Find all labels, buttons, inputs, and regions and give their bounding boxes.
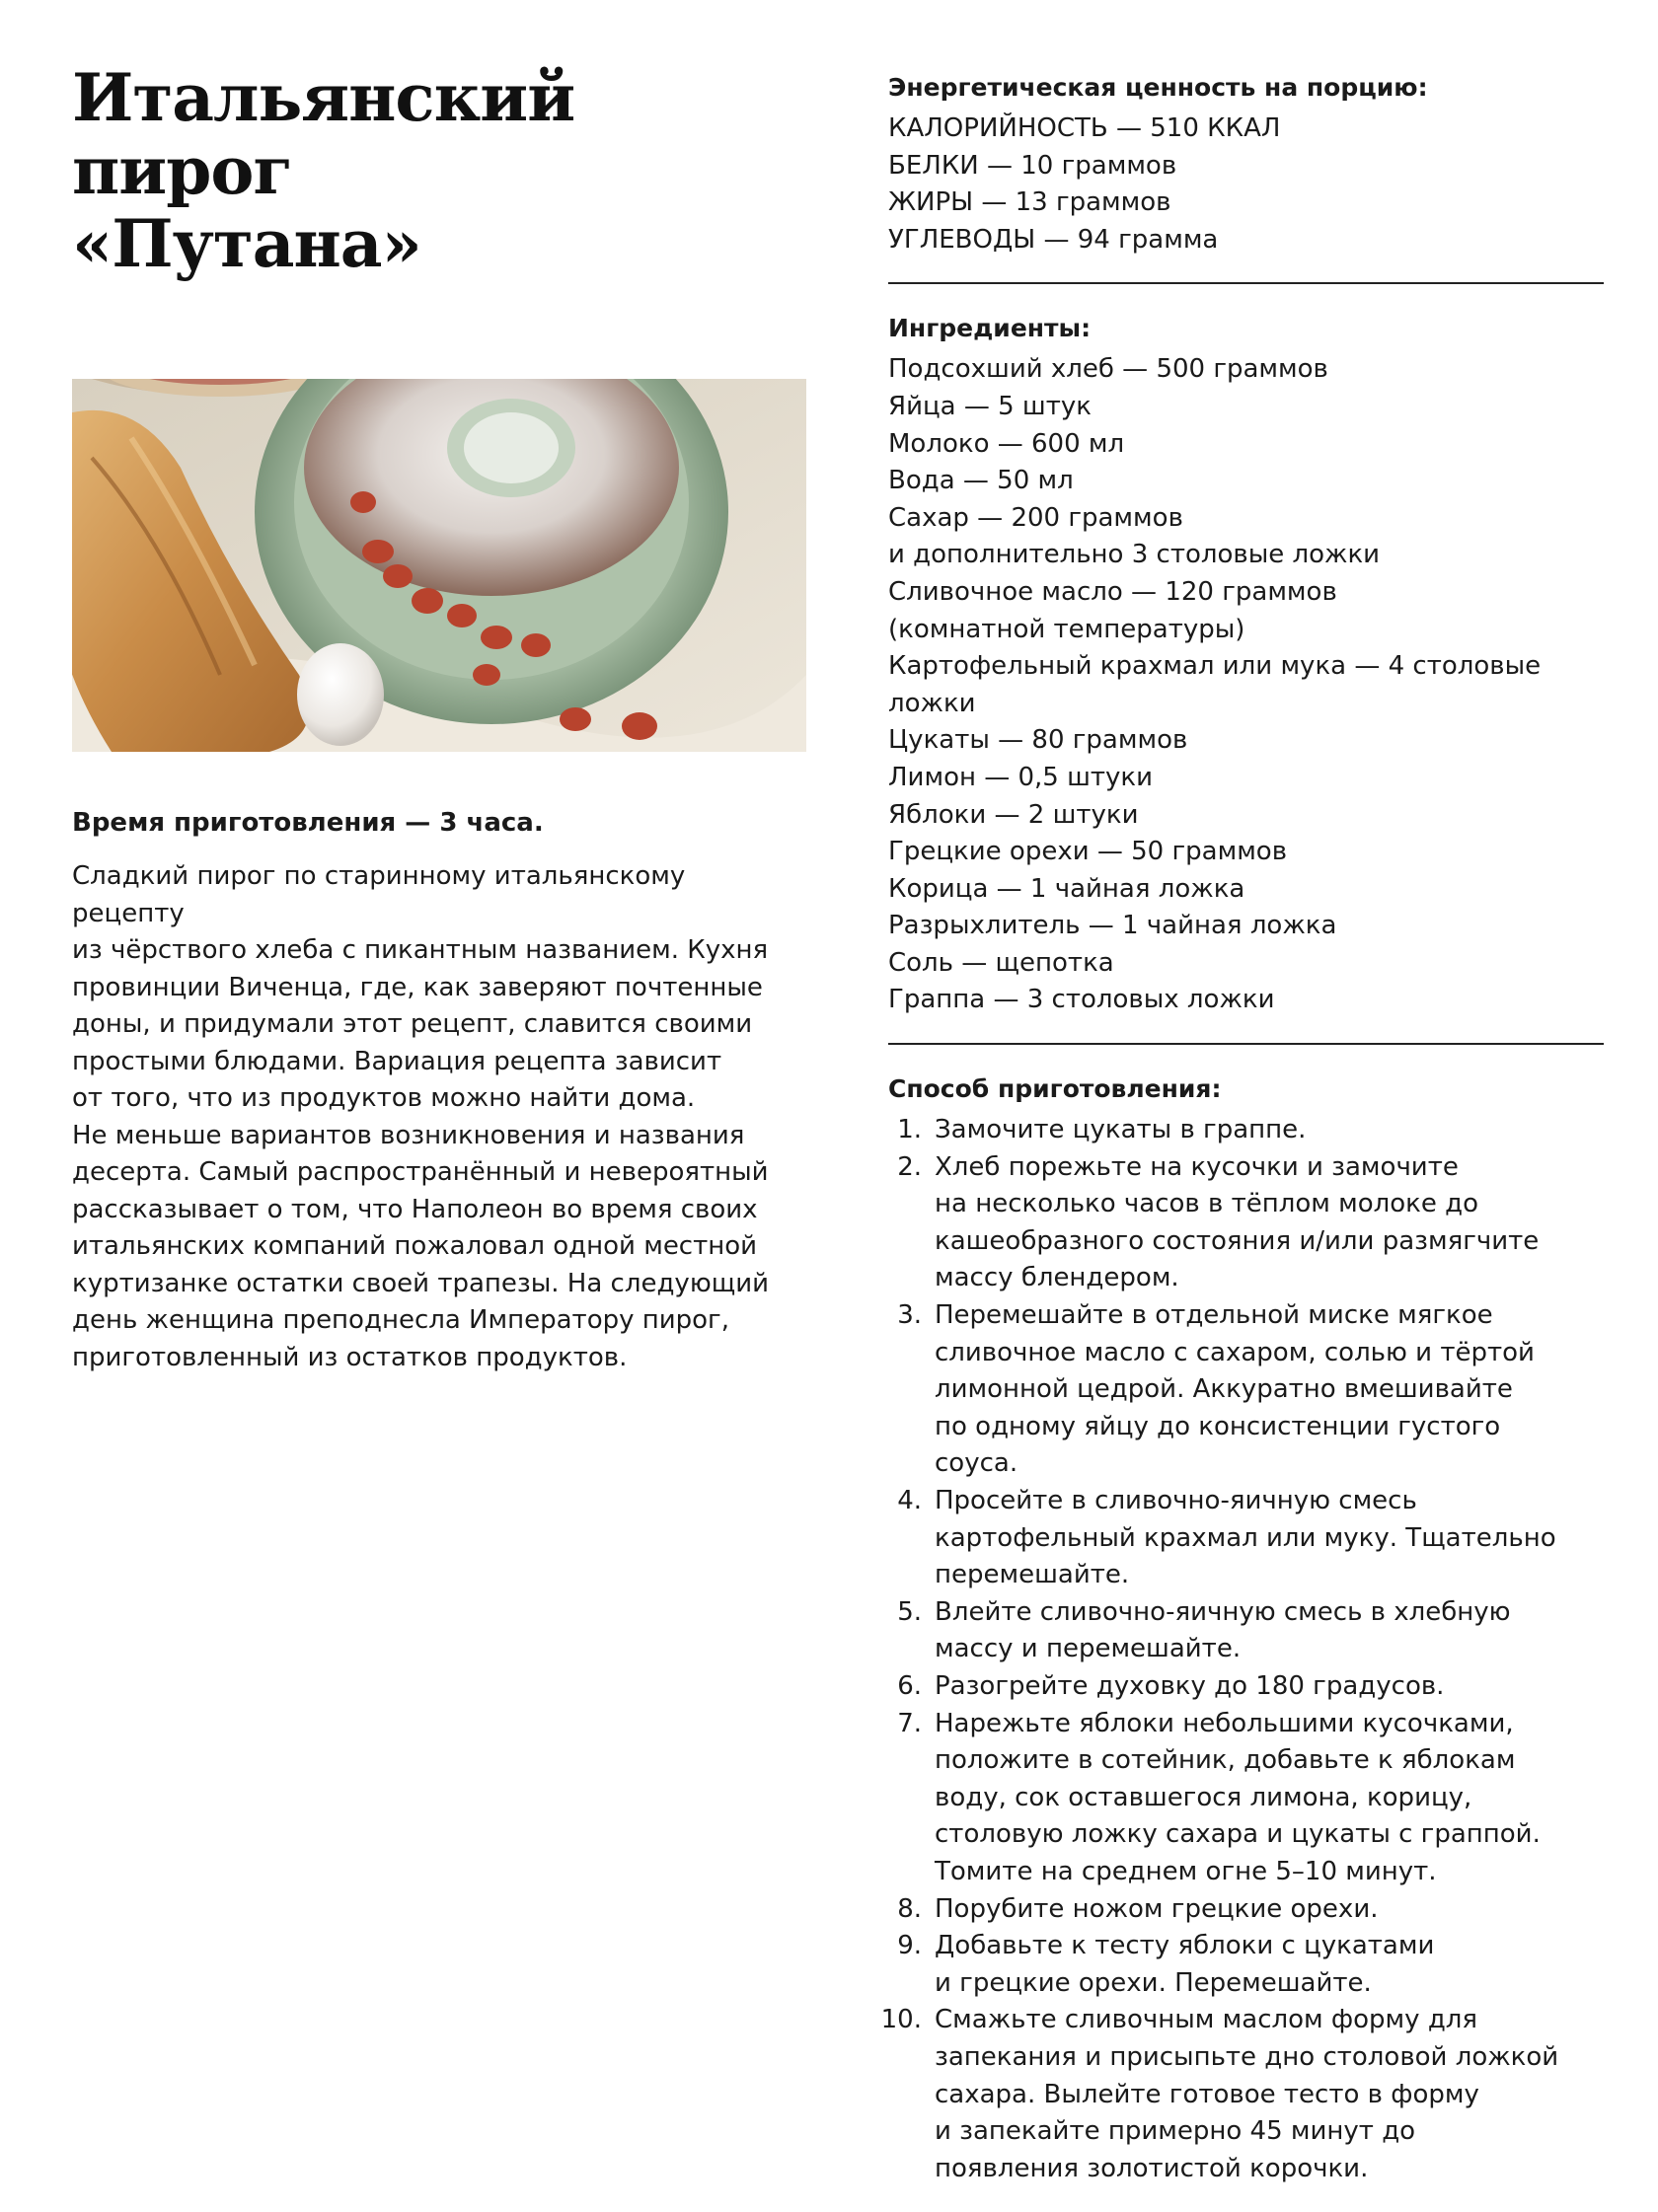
- step-line: Перемешайте в отдельной миске мягкое: [935, 1300, 1493, 1331]
- nutrition-heading: Энергетическая ценность на порцию:: [888, 73, 1428, 102]
- ingredient-item: Яйца — 5 штук: [888, 391, 1092, 421]
- recipe-title: [72, 61, 802, 280]
- description-paragraph: [72, 858, 802, 1376]
- step-number: 1.: [897, 1115, 922, 1145]
- step-number: 6.: [897, 1670, 922, 1701]
- nutrition-section: [888, 71, 1609, 258]
- step-line: перемешайте.: [935, 1560, 1130, 1590]
- ingredient-item: Разрыхлитель — 1 чайная ложка: [888, 911, 1337, 941]
- step-line: картофельный крахмал или муку. Тщательно: [935, 1522, 1556, 1553]
- step-line: и грецкие орехи. Перемешайте.: [935, 1967, 1372, 1998]
- step-line: Порубите ножом грецкие орехи.: [935, 1893, 1379, 1924]
- step-number: 3.: [897, 1300, 922, 1331]
- ingredient-item: Яблоки — 2 штуки: [888, 799, 1139, 830]
- ingredient-item: Сливочное масло — 120 граммов: [888, 576, 1337, 607]
- step-number: 10.: [880, 2005, 922, 2035]
- method-step: [888, 1483, 1609, 1594]
- step-number: 7.: [897, 1708, 922, 1738]
- step-line: появления золотистой корочки.: [935, 2153, 1369, 2183]
- method-step: [888, 1928, 1609, 2002]
- step-number: 2.: [897, 1151, 922, 1182]
- step-line: массу и перемешайте.: [935, 1634, 1242, 1664]
- step-line: Разогрейте духовку до 180 градусов.: [935, 1670, 1445, 1701]
- cake-photo-illustration: [72, 379, 806, 752]
- step-line: Смажьте сливочным маслом форму для: [935, 2005, 1478, 2035]
- step-line: кашеобразного состояния и/или размягчите: [935, 1225, 1540, 1256]
- ingredient-item: Подсохший хлеб — 500 граммов: [888, 354, 1328, 385]
- nutrition-item: БЕЛКИ — 10 граммов: [888, 150, 1177, 181]
- ingredient-item: и дополнительно 3 столовые ложки: [888, 540, 1381, 570]
- step-line: соуса.: [935, 1448, 1018, 1479]
- ingredient-item: (комнатной температуры): [888, 614, 1245, 644]
- desc-line: доны, и придумали этот рецепт, славится своими: [72, 1009, 753, 1039]
- step-number: 5.: [897, 1596, 922, 1627]
- step-line: воду, сок оставшегося лимона, корицу,: [935, 1782, 1472, 1812]
- step-line: Просейте в сливочно-яичную смесь: [935, 1486, 1417, 1515]
- method-step: [888, 1706, 1609, 1891]
- desc-line: рассказывает о том, что Наполеон во время своих: [72, 1194, 758, 1224]
- method-step: [888, 1594, 1609, 1668]
- step-line: запекания и присыпьте дно столовой ложкой: [935, 2041, 1559, 2072]
- desc-line: простыми блюдами. Вариация рецепта зависит: [72, 1046, 722, 1076]
- step-line: по одному яйцу до консистенции густого: [935, 1411, 1501, 1441]
- recipe-description: [72, 858, 802, 1376]
- step-number: 8.: [897, 1893, 922, 1924]
- desc-line: Сладкий пирог по старинному итальянскому рецепту: [72, 861, 686, 928]
- method-step: [888, 1297, 1609, 1483]
- ingredient-item: Картофельный крахмал или мука — 4 столовые ложки: [888, 651, 1542, 718]
- ingredient-item: Лимон — 0,5 штуки: [888, 762, 1154, 792]
- method-heading: Способ приготовления:: [888, 1074, 1222, 1104]
- section-divider: [888, 1043, 1604, 1045]
- desc-line: Не меньше вариантов возникновения и названия: [72, 1120, 745, 1150]
- desc-line: куртизанке остатки своей трапезы. На следующий: [72, 1268, 769, 1298]
- ingredient-item: Цукаты — 80 граммов: [888, 725, 1188, 756]
- ingredient-item: Граппа — 3 столовых ложки: [888, 985, 1275, 1015]
- cook-time: Время приготовления — 3 часа.: [72, 808, 544, 838]
- step-line: сливочное масло с сахаром, солью и тёртой: [935, 1337, 1535, 1367]
- title-line-2: «Путана»: [72, 205, 421, 282]
- step-number: 9.: [897, 1931, 922, 1961]
- step-line: столовую ложку сахара и цукаты с граппой.: [935, 1819, 1541, 1850]
- method-step: [888, 1668, 1609, 1706]
- step-line: Нарежьте яблоки небольшими кусочками,: [935, 1708, 1514, 1738]
- ingredient-item: Соль — щепотка: [888, 947, 1114, 978]
- method-section: [880, 1072, 1609, 2187]
- step-line: Добавьте к тесту яблоки с цукатами: [935, 1931, 1435, 1961]
- nutrition-item: ЖИРЫ — 13 граммов: [888, 187, 1171, 218]
- method-steps-list: [880, 1112, 1609, 2187]
- nutrition-item: УГЛЕВОДЫ — 94 грамма: [888, 224, 1219, 255]
- step-line: положите в сотейник, добавьте к яблокам: [935, 1745, 1516, 1776]
- step-line: Томите на среднем огне 5–10 минут.: [935, 1856, 1437, 1886]
- step-line: на несколько часов в тёплом молоке до: [935, 1189, 1479, 1219]
- recipe-photo: [72, 379, 806, 752]
- step-number: 4.: [897, 1486, 922, 1515]
- desc-line: от того, что из продуктов можно найти дома.: [72, 1083, 696, 1113]
- step-line: Замочите цукаты в граппе.: [935, 1115, 1307, 1145]
- step-line: Хлеб порежьте на кусочки и замочите: [935, 1151, 1459, 1182]
- ingredient-item: Молоко — 600 мл: [888, 428, 1125, 459]
- method-step: [880, 2002, 1609, 2187]
- method-step: [888, 1112, 1609, 1149]
- title-line-1: Итальянский пирог: [72, 59, 575, 209]
- ingredient-item: Вода — 50 мл: [888, 466, 1074, 496]
- ingredient-item: Сахар — 200 граммов: [888, 502, 1183, 533]
- step-line: массу блендером.: [935, 1263, 1179, 1293]
- left-column: [72, 61, 802, 1376]
- right-column: [880, 71, 1609, 2187]
- desc-line: из чёрствого хлеба с пикантным названием. Кухня: [72, 935, 769, 965]
- ingredient-item: Корица — 1 чайная ложка: [888, 873, 1245, 904]
- step-line: и запекайте примерно 45 минут до: [935, 2116, 1416, 2147]
- desc-line: день женщина преподнесла Императору пирог,: [72, 1305, 729, 1335]
- ingredients-section: [888, 312, 1609, 1019]
- step-line: лимонной цедрой. Аккуратно вмешивайте: [935, 1374, 1513, 1405]
- step-line: Влейте сливочно-яичную смесь в хлебную: [935, 1596, 1511, 1627]
- desc-line: провинции Виченца, где, как заверяют почтенные: [72, 972, 763, 1002]
- desc-line: итальянских компаний пожаловал одной местной: [72, 1231, 758, 1261]
- method-step: [888, 1891, 1609, 1929]
- method-step: [888, 1149, 1609, 1297]
- nutrition-item: КАЛОРИЙНОСТЬ — 510 ККАЛ: [888, 113, 1281, 143]
- section-divider: [888, 282, 1604, 284]
- ingredients-heading: Ингредиенты:: [888, 314, 1092, 343]
- step-line: сахара. Вылейте готовое тесто в форму: [935, 2079, 1479, 2109]
- ingredient-item: Грецкие орехи — 50 граммов: [888, 837, 1288, 867]
- desc-line: приготовленный из остатков продуктов.: [72, 1342, 628, 1372]
- desc-line: десерта. Самый распространённый и невероятный: [72, 1157, 769, 1187]
